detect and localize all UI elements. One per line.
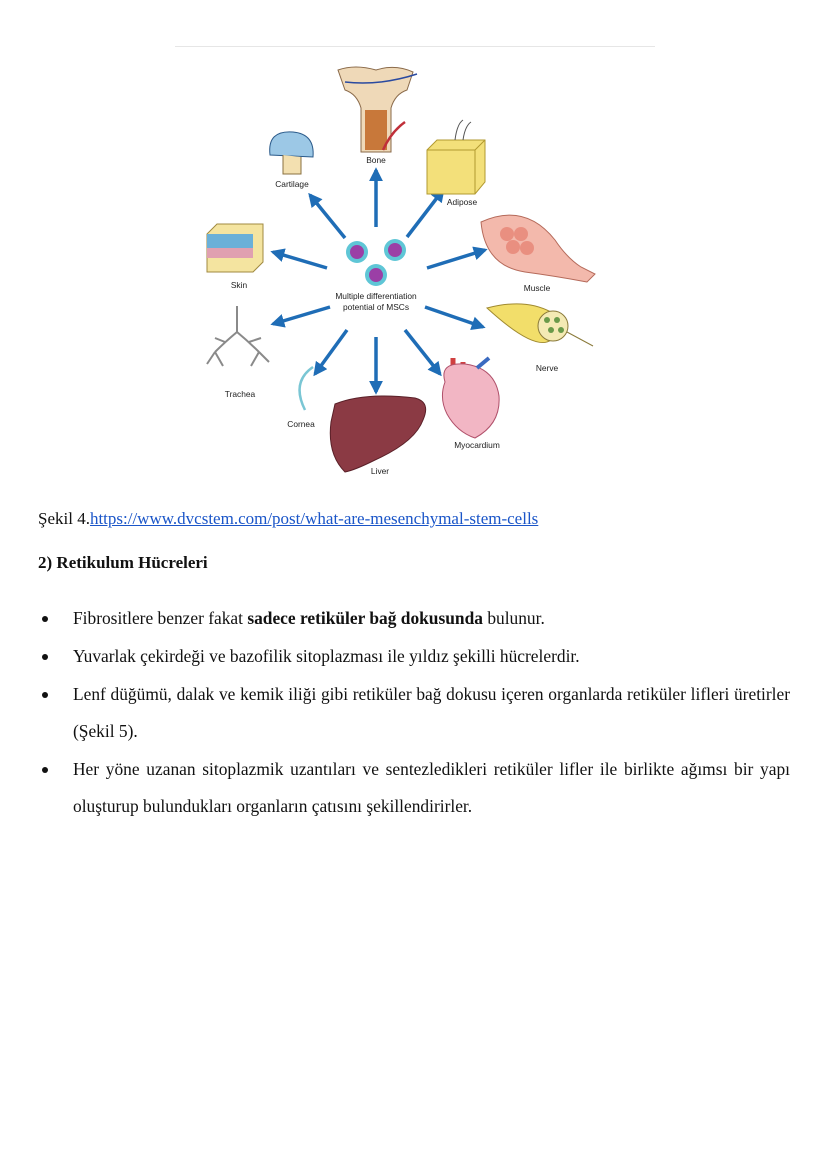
label-nerve: Nerve (535, 363, 559, 373)
center-label-1: Multiple differentiation (335, 291, 417, 301)
caption-link[interactable]: https://www.dvcstem.com/post/what-are-mesenchymal-stem-cells (89, 509, 539, 528)
skin-illustration (207, 224, 263, 272)
msc-cells (346, 239, 406, 286)
muscle-illustration (481, 215, 595, 282)
bullet-list (38, 600, 790, 826)
label-trachea: Trachea (224, 389, 256, 399)
msc-differentiation-figure (195, 62, 615, 482)
nerve-illustration (487, 304, 593, 346)
bullet-item: Lenf düğümü, dalak ve kemik iliği gibi retiküler bağ dokusu içeren organlarda retiküler lifleri üretirler (Şekil 5). (38, 676, 790, 750)
top-divider (175, 46, 655, 47)
label-skin: Skin (230, 280, 248, 290)
myocardium-illustration (442, 358, 499, 438)
arrow-cartilage (310, 195, 345, 238)
label-cornea: Cornea (287, 419, 315, 429)
label-liver: Liver (370, 466, 390, 476)
figure-caption (38, 508, 538, 530)
cartilage-illustration (270, 132, 313, 174)
bullet-item: Fibrositlere benzer fakat sadece retiküler bağ dokusunda bulunur. (38, 600, 790, 637)
label-cartilage: Cartilage (275, 179, 309, 189)
arrow-muscle (427, 250, 485, 268)
arrow-trachea (273, 307, 330, 324)
arrow-skin (273, 252, 327, 268)
section-heading: 2) Retikulum Hücreleri (38, 553, 208, 572)
arrow-adipose (407, 190, 443, 237)
liver-illustration (330, 396, 425, 472)
arrow-nerve (425, 307, 483, 327)
bullet-item: Yuvarlak çekirdeği ve bazofilik sitoplazması ile yıldız şekilli hücrelerdir. (38, 638, 790, 675)
arrow-cornea (315, 330, 347, 374)
adipose-illustration (427, 120, 485, 194)
label-muscle: Muscle (523, 283, 551, 293)
figure-svg (195, 62, 615, 482)
arrow-myocardium (405, 330, 440, 374)
label-bone: Bone (366, 155, 386, 165)
trachea-illustration (207, 306, 269, 366)
caption-prefix: Şekil 4. (38, 509, 90, 528)
cornea-illustration (300, 367, 313, 410)
label-adipose: Adipose (446, 197, 478, 207)
center-label-2: potential of MSCs (342, 302, 410, 312)
bone-illustration (338, 67, 417, 152)
bullet-item: Her yöne uzanan sitoplazmik uzantıları ve sentezledikleri retiküler lifler ile birlikte ağımsı bir yapı oluşturup bulundukları organların çatısını şekillendirirler. (38, 751, 790, 825)
label-myocardium: Myocardium (454, 440, 500, 450)
